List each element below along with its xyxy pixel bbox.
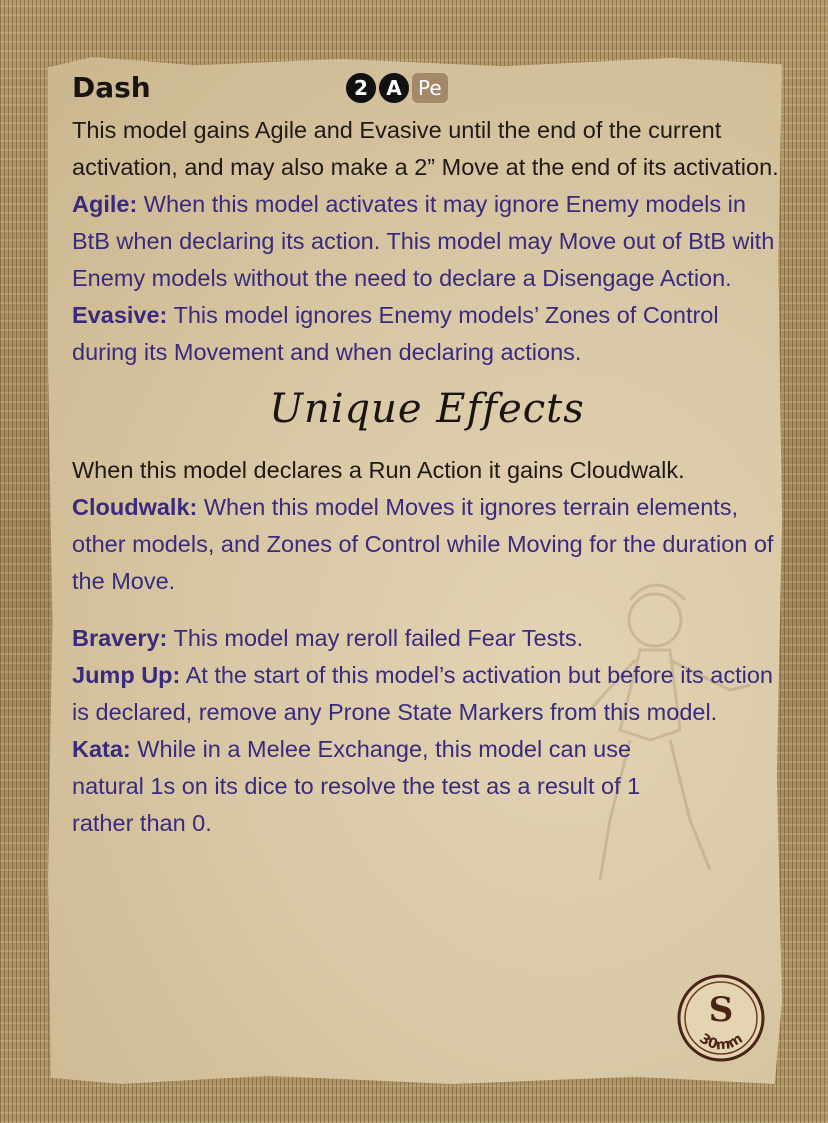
- rule-evasive: [72, 297, 782, 371]
- action-cost-badge: 2: [346, 73, 376, 103]
- ability-name: Dash: [72, 71, 151, 104]
- rule-text: When this model activates it may ignore Enemy models in BtB when declaring its action. This model may Move out of BtB with Enemy models without the need to declare a Disengage Action.: [72, 191, 775, 291]
- spacer: [72, 600, 782, 620]
- base-size-arc: 30mm: [696, 1030, 746, 1054]
- trait-kata: [72, 731, 692, 842]
- ability-cost-badges: [346, 73, 448, 103]
- rule-keyword: Agile:: [72, 191, 138, 217]
- rule-keyword: Jump Up:: [72, 662, 181, 688]
- rule-cloudwalk: [72, 489, 782, 600]
- trait-jump-up: [72, 657, 782, 731]
- rule-text: This model ignores Enemy models’ Zones of Control during its Movement and when declaring actions.: [72, 302, 719, 365]
- ability-description: This model gains Agile and Evasive until the end of the current activation, and may also make a 2” Move at the end of its activation.: [72, 117, 779, 180]
- rule-keyword: Kata:: [72, 736, 131, 762]
- rule-text: When this model Moves it ignores terrain elements, other models, and Zones of Control while Moving for the duration of the Move.: [72, 494, 774, 594]
- rule-text: At the start of this model’s activation but before its action is declared, remove any Prone State Markers from this model.: [72, 662, 773, 725]
- action-type-badge: A: [379, 73, 409, 103]
- rule-text: While in a Melee Exchange, this model can use natural 1s on its dice to resolve the test as a result of 1 rather than 0.: [72, 736, 641, 836]
- base-size-token-icon: [676, 973, 766, 1063]
- trait-bravery: [72, 620, 782, 657]
- rule-keyword: Cloudwalk:: [72, 494, 198, 520]
- rule-text: This model may reroll failed Fear Tests.: [167, 625, 584, 651]
- rule-agile: [72, 186, 782, 297]
- rule-keyword: Bravery:: [72, 625, 168, 651]
- card-content: [72, 66, 782, 842]
- unique-effects-intro: When this model declares a Run Action it gains Cloudwalk.: [72, 457, 685, 483]
- rule-keyword: Evasive:: [72, 302, 168, 328]
- ability-header: [72, 66, 782, 112]
- persistent-badge: Pe: [412, 73, 448, 103]
- base-size-letter: S: [708, 990, 734, 1030]
- section-title: Unique Effects: [269, 386, 585, 432]
